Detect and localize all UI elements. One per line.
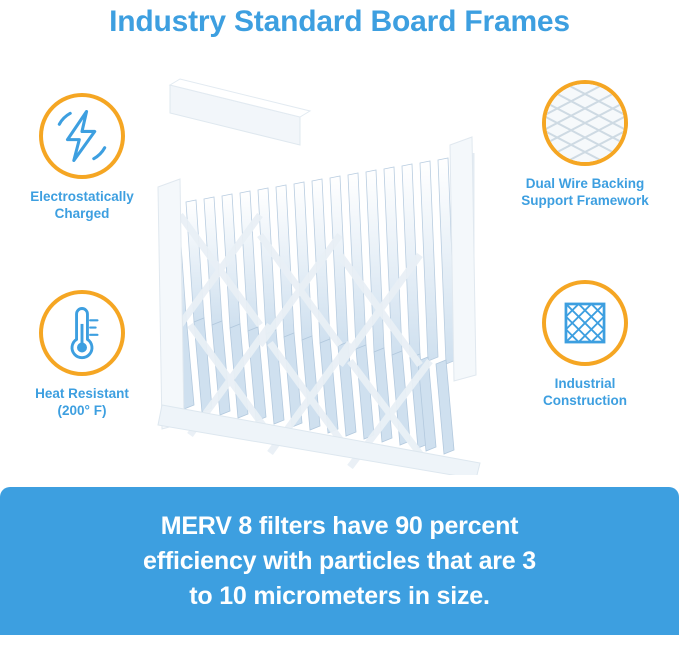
feature-label-line2: Support Framework [521,193,649,208]
feature-label-line1: Industrial [554,376,616,391]
feature-label [2,188,162,222]
wire-mesh-icon [542,80,628,166]
feature-industrial-construction [505,280,665,409]
banner-line-1: MERV 8 filters have 90 percent [160,511,519,540]
lightning-bolt-icon [39,93,125,179]
feature-label-line2: Construction [543,393,627,408]
banner-line-2: efficiency with particles that are 3 [143,546,536,575]
feature-heat-resistant [2,290,162,419]
feature-label [505,175,665,209]
feature-dual-wire-backing [505,80,665,209]
banner-text [30,509,650,614]
feature-label [505,375,665,409]
page-title: Industry Standard Board Frames [109,5,570,38]
feature-electrostatically-charged [2,93,162,222]
feature-label-line2: Charged [54,206,110,221]
footer-spacer [0,635,679,657]
grid-frame-icon [542,280,628,366]
feature-label-line1: Electrostatically [30,189,134,204]
feature-label [2,385,162,419]
merv-rating-banner [0,487,679,635]
feature-label-line1: Dual Wire Backing [525,176,645,191]
feature-label-line1: Heat Resistant [35,386,129,401]
air-filter-illustration [150,75,510,475]
banner-line-3: to 10 micrometers in size. [189,581,490,610]
thermometer-icon [39,290,125,376]
feature-label-line2: (200° F) [57,403,107,418]
